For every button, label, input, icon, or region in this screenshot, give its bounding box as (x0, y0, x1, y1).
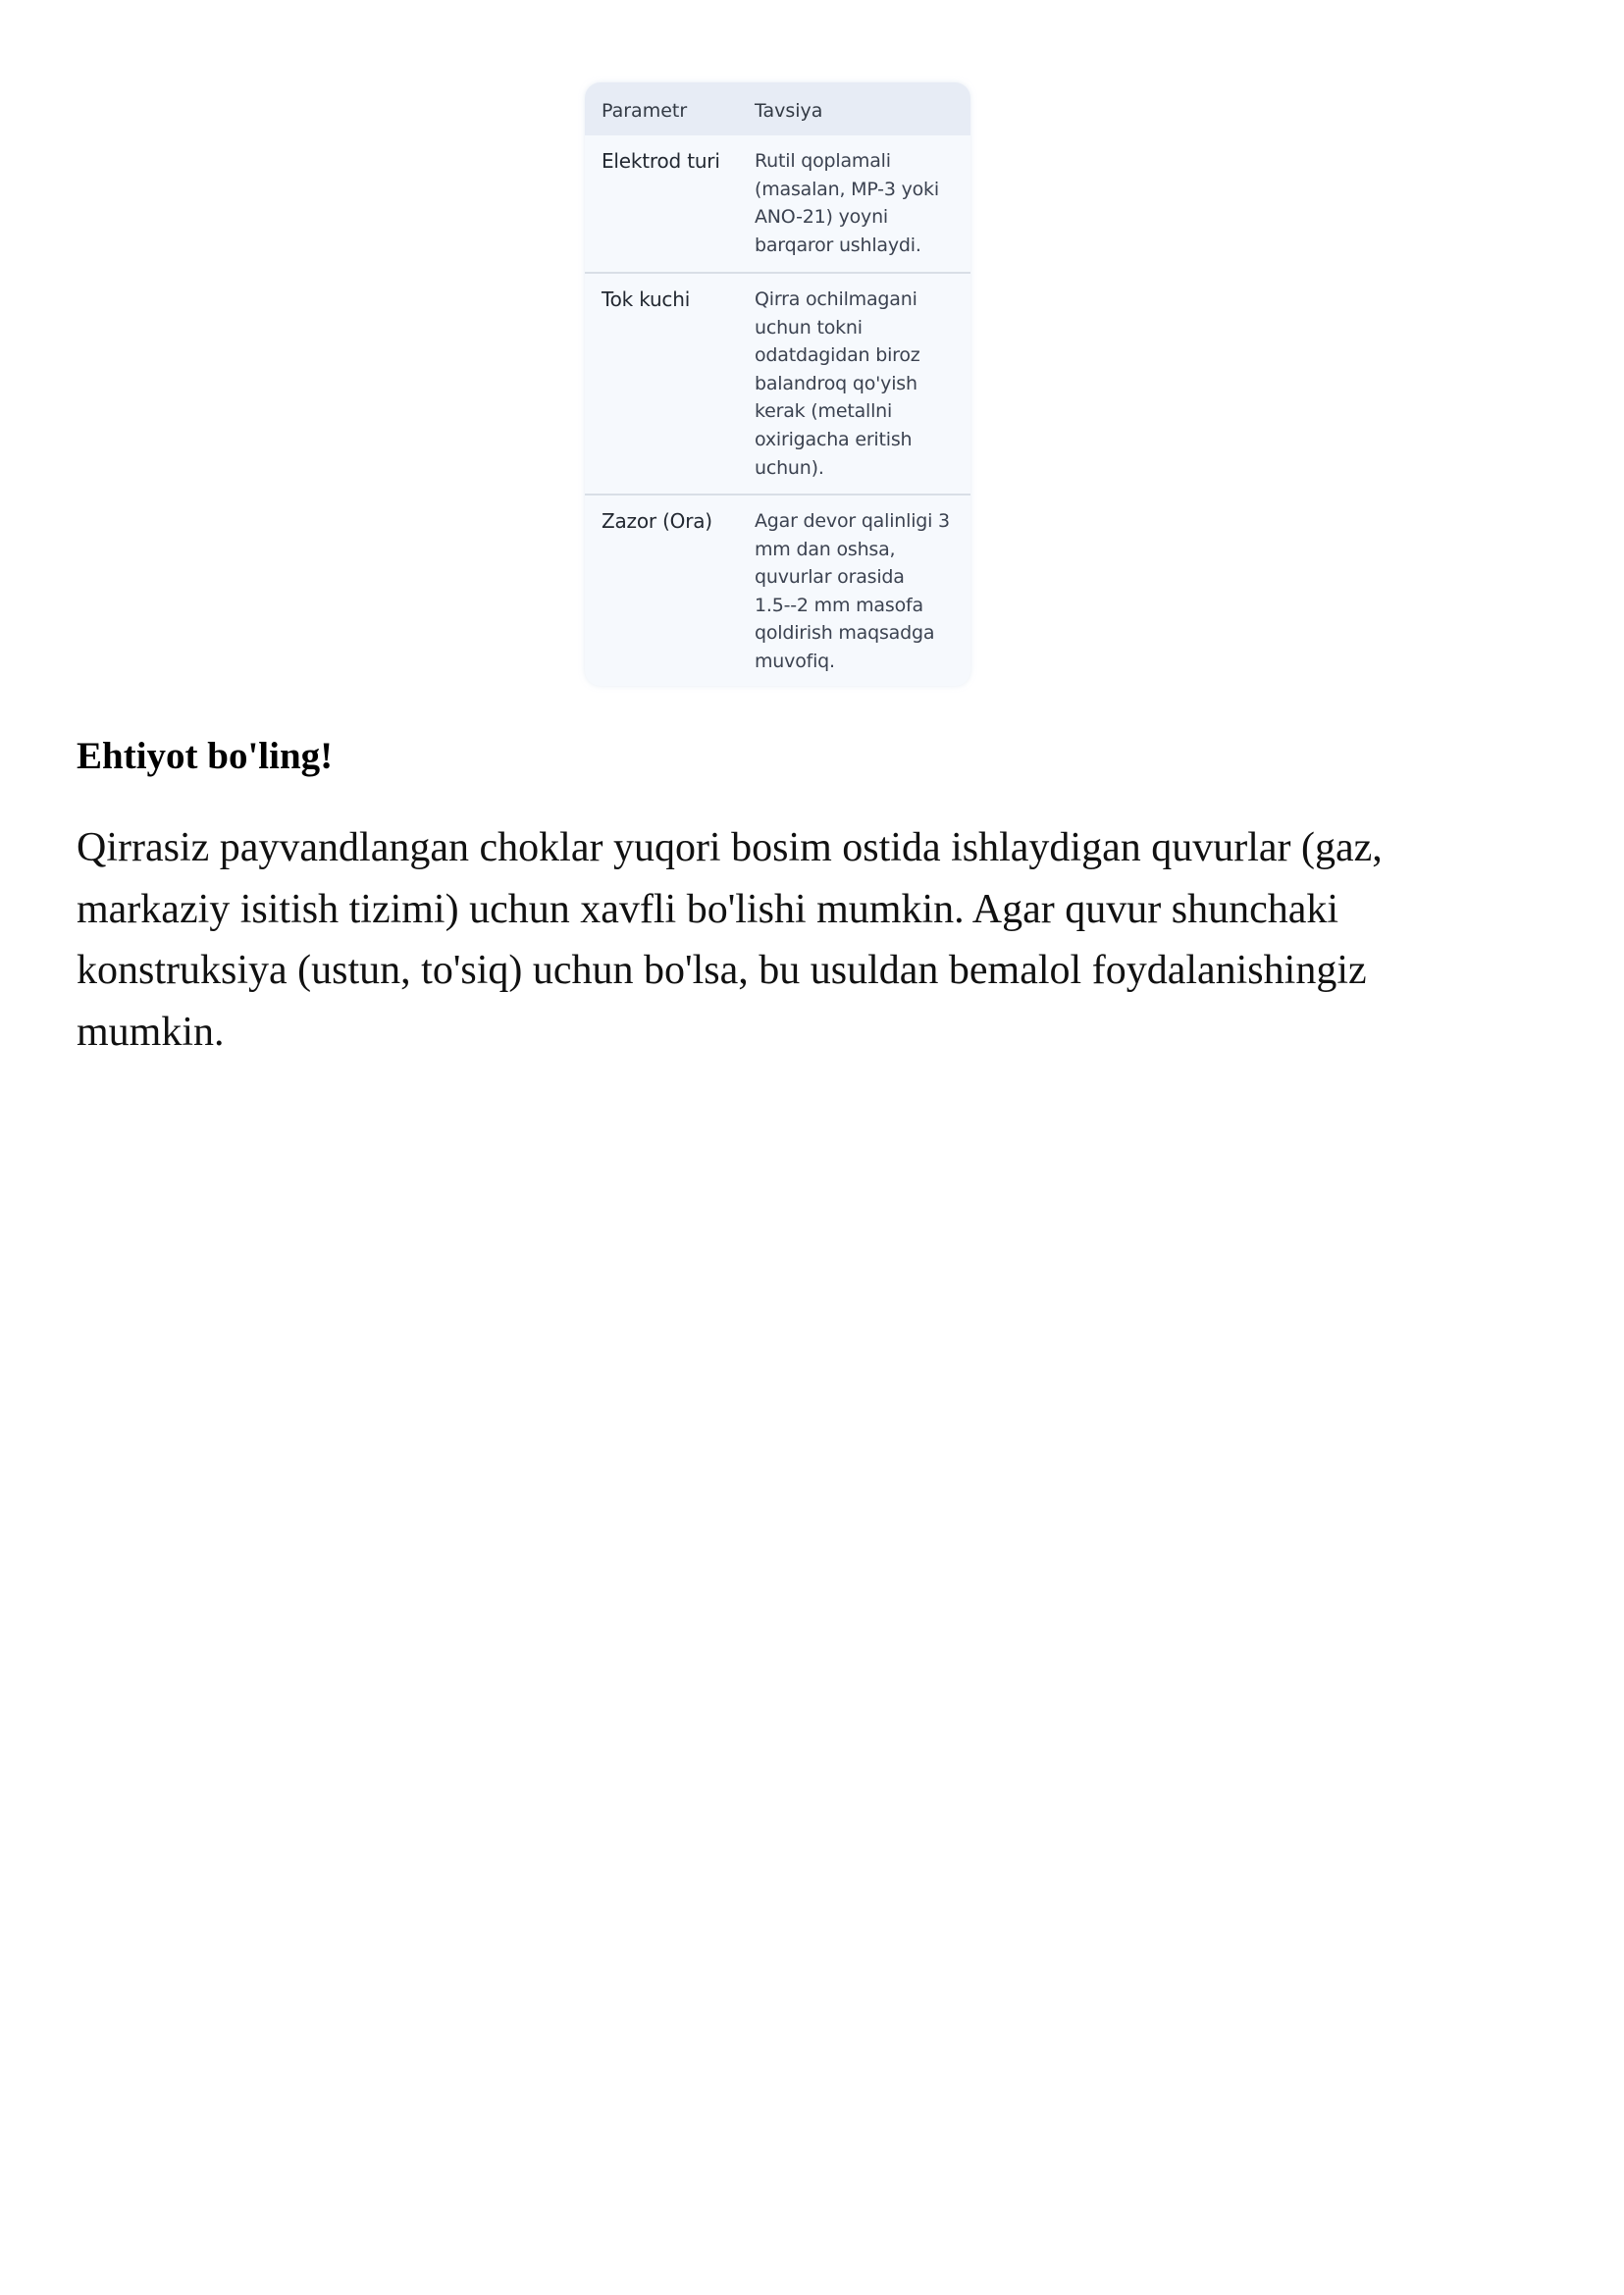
row-param: Elektrod turi (602, 149, 720, 173)
table-row (585, 274, 970, 494)
warning-title: Ehtiyot bo'ling! (77, 735, 334, 777)
warning-text: Qirrasiz payvandlangan choklar yuqori bosim ostida ishlaydigan quvurlar (gaz, markaziy isitish tizimi) uchun xavfli bo'lishi mumkin. Agar quvur shunchaki konstruksiya (ustun, to'siq) uchun bo'lsa, bu usuldan bemalol foydalanishingiz mumkin. (77, 825, 1383, 1055)
table-row (585, 496, 970, 686)
table-header (585, 82, 970, 135)
row-param: Zazor (Ora) (602, 509, 712, 533)
row-desc: Qirra ochilmagani uchun tokni odatdagidan biroz balandroq qo'yish kerak (metallni oxirigacha eritish uchun). (755, 288, 920, 479)
row-param: Tok kuchi (602, 287, 691, 311)
header-parametr: Parametr (602, 100, 688, 122)
row-desc: Agar devor qalinligi 3 mm dan oshsa, quvurlar orasida 1.5--2 mm masofa qoldirish maqsadga muvofiq. (755, 510, 950, 672)
header-tavsiya: Tavsiya (755, 100, 823, 122)
table-row (585, 135, 970, 272)
recommendation-table (585, 82, 970, 686)
row-desc: Rutil qoplamali (masalan, MP-3 yoki ANO-21) yoyni barqaror ushlaydi. (755, 150, 939, 256)
